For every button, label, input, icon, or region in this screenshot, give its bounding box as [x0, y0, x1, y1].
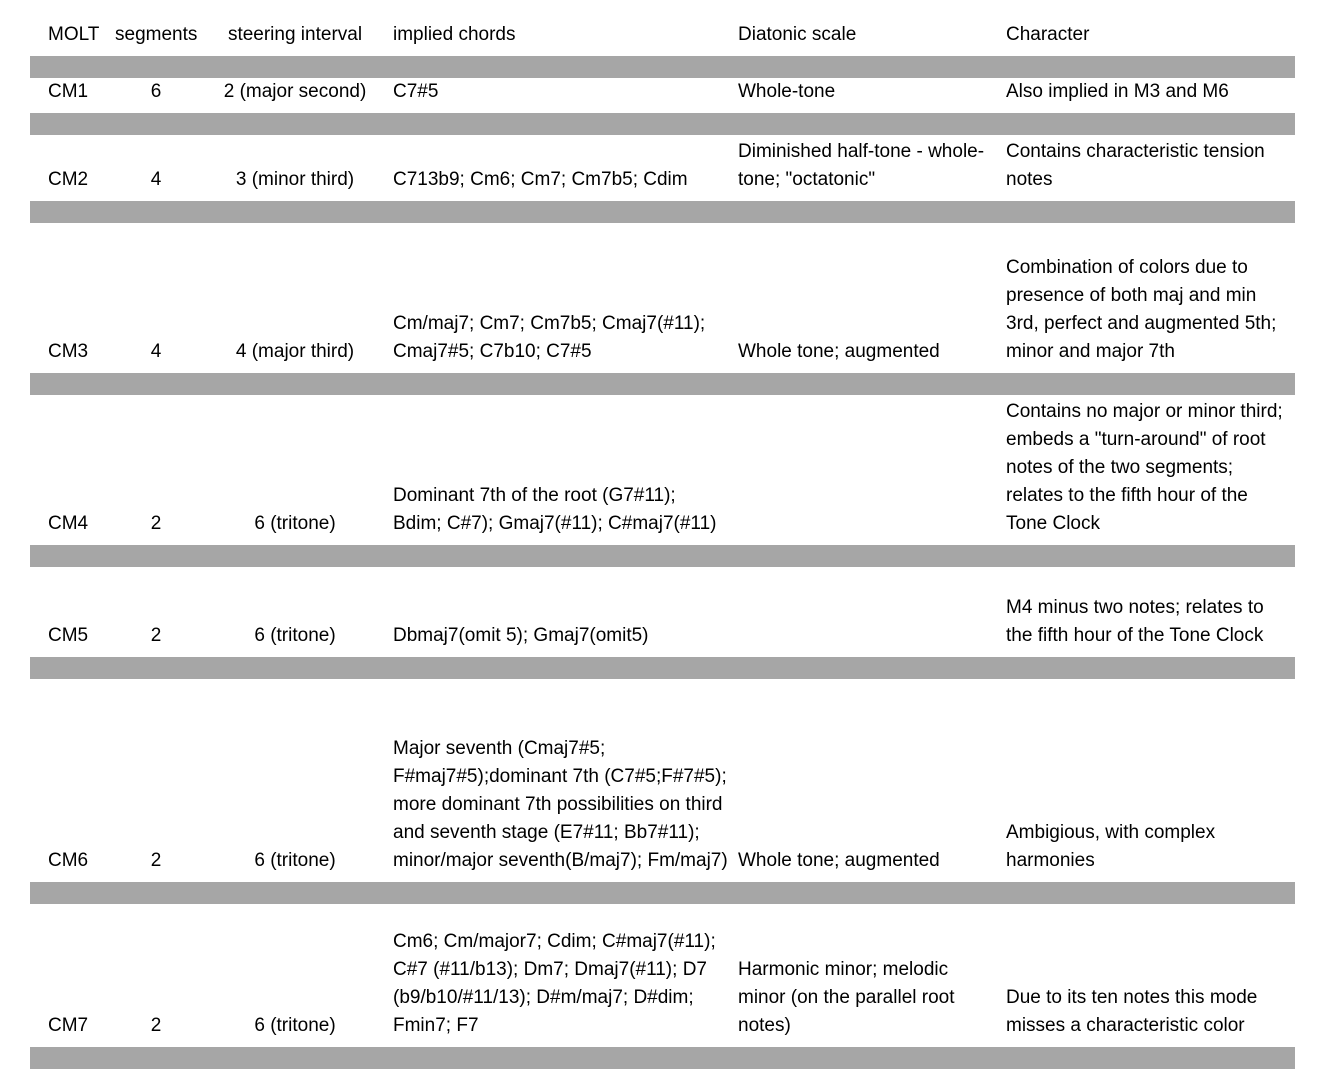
- separator-bar: [30, 545, 1295, 567]
- cell-character: Contains no major or minor third; embeds a "turn-around" of root notes of the two segments; relates to the fifth hour of the Tone Clock: [1006, 401, 1283, 534]
- separator-bar: [30, 373, 1295, 395]
- header-steering-interval: steering interval: [227, 24, 363, 45]
- cell-segments: 2: [150, 625, 162, 646]
- cell-steering-interval: 6 (tritone): [254, 850, 336, 871]
- cell-molt: CM6: [48, 850, 89, 871]
- cell-molt: CM3: [48, 341, 89, 362]
- table-row-cm6: [30, 679, 1295, 882]
- cell-steering-interval: 6 (tritone): [254, 1015, 336, 1036]
- cell-implied-chords: C713b9; Cm6; Cm7; Cm7b5; Cdim: [393, 169, 688, 190]
- cell-steering-interval: 6 (tritone): [254, 513, 336, 534]
- cell-character: Due to its ten notes this mode misses a characteristic color: [1006, 987, 1258, 1036]
- cell-implied-chords: Cm/maj7; Cm7; Cm7b5; Cmaj7(#11); Cmaj7#5; C7b10; C7#5: [393, 313, 706, 362]
- cell-character: Contains characteristic tension notes: [1006, 141, 1265, 190]
- molt-table: [30, 16, 1295, 56]
- cell-molt: CM7: [48, 1015, 89, 1036]
- cell-steering-interval: 4 (major third): [235, 341, 355, 362]
- cell-molt: CM1: [48, 81, 89, 102]
- cell-character: M4 minus two notes; relates to the fifth hour of the Tone Clock: [1006, 597, 1264, 646]
- header-molt: MOLT: [48, 24, 100, 45]
- table-row-cm5: [30, 567, 1295, 657]
- header-segments: segments: [115, 24, 198, 45]
- cell-segments: 6: [150, 81, 162, 102]
- cell-implied-chords: C7#5: [393, 81, 439, 102]
- table-header-row: [30, 16, 1295, 56]
- cell-segments: 2: [150, 850, 162, 871]
- cell-steering-interval: 6 (tritone): [254, 625, 336, 646]
- separator-bar: [30, 657, 1295, 679]
- cell-diatonic-scale: Harmonic minor; melodic minor (on the parallel root notes): [738, 959, 955, 1036]
- cell-implied-chords: Major seventh (Cmaj7#5; F#maj7#5);dominant 7th (C7#5;F#7#5); more dominant 7th possibilities on third and seventh stage (E7#11; Bb7#11); minor/major seventh(B/maj7); Fm/maj7): [393, 738, 728, 871]
- cell-molt: CM4: [48, 513, 89, 534]
- cell-segments: 4: [150, 341, 162, 362]
- cell-segments: 4: [150, 169, 162, 190]
- table-row-cm4: [30, 395, 1295, 545]
- cell-character: Also implied in M3 and M6: [1006, 81, 1229, 102]
- separator-bar: [30, 201, 1295, 223]
- cell-steering-interval: 3 (minor third): [235, 169, 355, 190]
- cell-segments: 2: [150, 513, 162, 534]
- cell-character: Combination of colors due to presence of both maj and min 3rd, perfect and augmented 5th; minor and major 7th: [1006, 257, 1277, 362]
- table-row-cm7: [30, 904, 1295, 1047]
- separator-bar: [30, 882, 1295, 904]
- separator-bar: [30, 113, 1295, 135]
- table-row-cm2: [30, 135, 1295, 201]
- cell-molt: CM5: [48, 625, 89, 646]
- table-row-cm1: [30, 78, 1295, 113]
- cell-implied-chords: Dominant 7th of the root (G7#11); Bdim; C#7); Gmaj7(#11); C#maj7(#11): [393, 485, 717, 534]
- header-implied-chords: implied chords: [393, 24, 516, 45]
- cell-segments: 2: [150, 1015, 162, 1036]
- header-diatonic-scale: Diatonic scale: [738, 24, 857, 45]
- cell-character: Ambigious, with complex harmonies: [1006, 822, 1216, 871]
- separator-bar: [30, 56, 1295, 78]
- cell-molt: CM2: [48, 169, 89, 190]
- cell-steering-interval: 2 (major second): [223, 81, 367, 102]
- cell-diatonic-scale: Whole tone; augmented: [738, 850, 940, 871]
- header-character: Character: [1006, 24, 1090, 45]
- separator-bar: [30, 1047, 1295, 1069]
- cell-diatonic-scale: Diminished half-tone - whole-tone; "octatonic": [738, 141, 985, 190]
- cell-implied-chords: Dbmaj7(omit 5); Gmaj7(omit5): [393, 625, 649, 646]
- table-row-cm3: [30, 223, 1295, 373]
- cell-implied-chords: Cm6; Cm/major7; Cdim; C#maj7(#11); C#7 (#11/b13); Dm7; Dmaj7(#11); D7 (b9/b10/#11/13); D#m/maj7; D#dim; Fmin7; F7: [393, 931, 716, 1036]
- cell-diatonic-scale: Whole-tone: [738, 81, 836, 102]
- cell-diatonic-scale: Whole tone; augmented: [738, 341, 940, 362]
